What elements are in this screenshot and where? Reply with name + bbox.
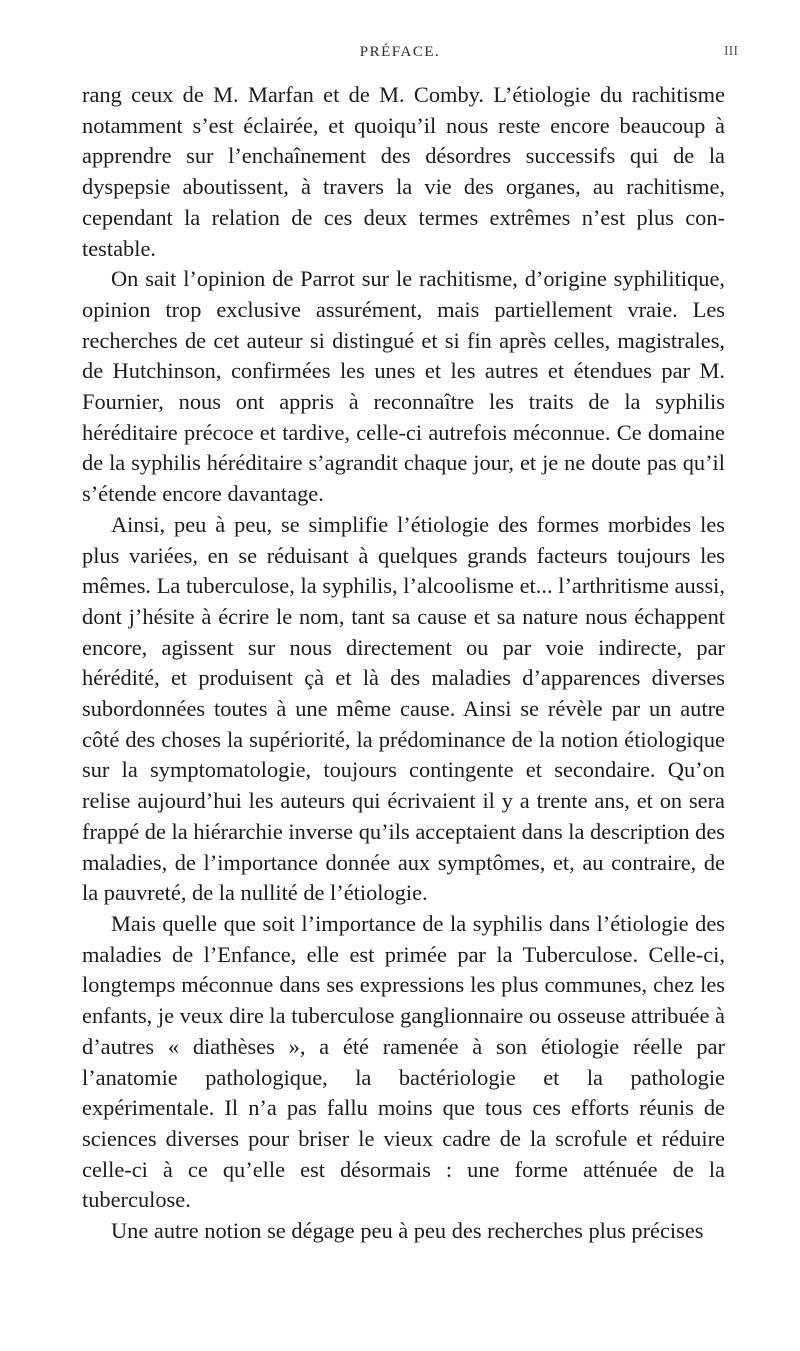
paragraph-parrot: On sait l’opinion de Parrot sur le rachitisme, d’origine syphilitique, opinion trop exclusive assurément, mais partiellement vraie. Les recherches de cet auteur si distingué et si fin après celles, magistrales, de Hutchinson, confirmées les unes et les autres et étendues par M. Fournier, nous ont appris à reconnaître les traits de la syphilis héréditaire précoce et tardive, celle-ci autrefois méconnue. Ce domaine de la syphilis héréditaire s’agrandit chaque jour, et je ne doute pas qu’il s’étende encore davantage. — [82, 266, 725, 507]
paragraph-final: Une autre notion se dégage peu à peu des recherches plus précises — [111, 1218, 704, 1244]
running-title: PRÉFACE. — [359, 44, 441, 60]
paragraph-tuberculosis: Mais quelle que soit l’importance de la syphilis dans l’étiologie des maladies de l’Enfance, elle est primée par la Tuberculose. Celle-ci, longtemps méconnue dans ses expressions les plus communes, chez les enfants, je veux dire la tuberculose ganglionnaire ou osseuse attribuée à d’autres « diathèses », a été ramenée à son étiologie réelle par l’anatomie pathologique, la bactériologie et la pathologie expérimentale. Il n’a pas fallu moins que tous ces efforts réunis de sciences diverses pour briser le vieux cadre de la scrofule et réduire celle-ci à ce qu’elle est désormais : une forme atténuée de la tuberculose. — [82, 910, 725, 1213]
page-number: III — [724, 44, 738, 59]
paragraph-etiology: Ainsi, peu à peu, se simplifie l’étiologie des formes morbides les plus variées, en se réduisant à quelques grands facteurs toujours les mêmes. La tuberculose, la syphilis, l’alcoolisme et... l’arthritisme aussi, dont j’hésite à écrire le nom, tant sa cause et sa nature nous échappent encore, agissent sur nous directement ou par voie indirecte, par hérédité, et produisent çà et là des maladies d’apparences diverses subordonnées toutes à une même cause. Ainsi se révèle par un autre côté des choses la supériorité, la prédominance de la notion étiologique sur la symptomatologie, toujours contingente et secondaire. Qu’on relise aujourd’hui les auteurs qui écrivaient il y a trente ans, et on sera frappé de la hiérarchie inverse qu’ils acceptaient dans la description des maladies, de l’importance donnée aux symptômes, et, au contraire, de la pauvreté, de la nullité de l’étiologie. — [82, 511, 725, 906]
paragraph-continued: rang ceux de M. Marfan et de M. Comby. L’étiologie du rachitisme notamment s’est éclairée, et quoiqu’il nous reste encore beaucoup à apprendre sur l’enchaînement des désordres successifs qui de la dyspepsie aboutissent, à travers la vie des organes, au rachitisme, cependant la relation de ces deux termes extrêmes n’est plus contestable. — [82, 82, 725, 261]
body-text — [82, 80, 725, 1247]
running-header — [0, 44, 800, 68]
